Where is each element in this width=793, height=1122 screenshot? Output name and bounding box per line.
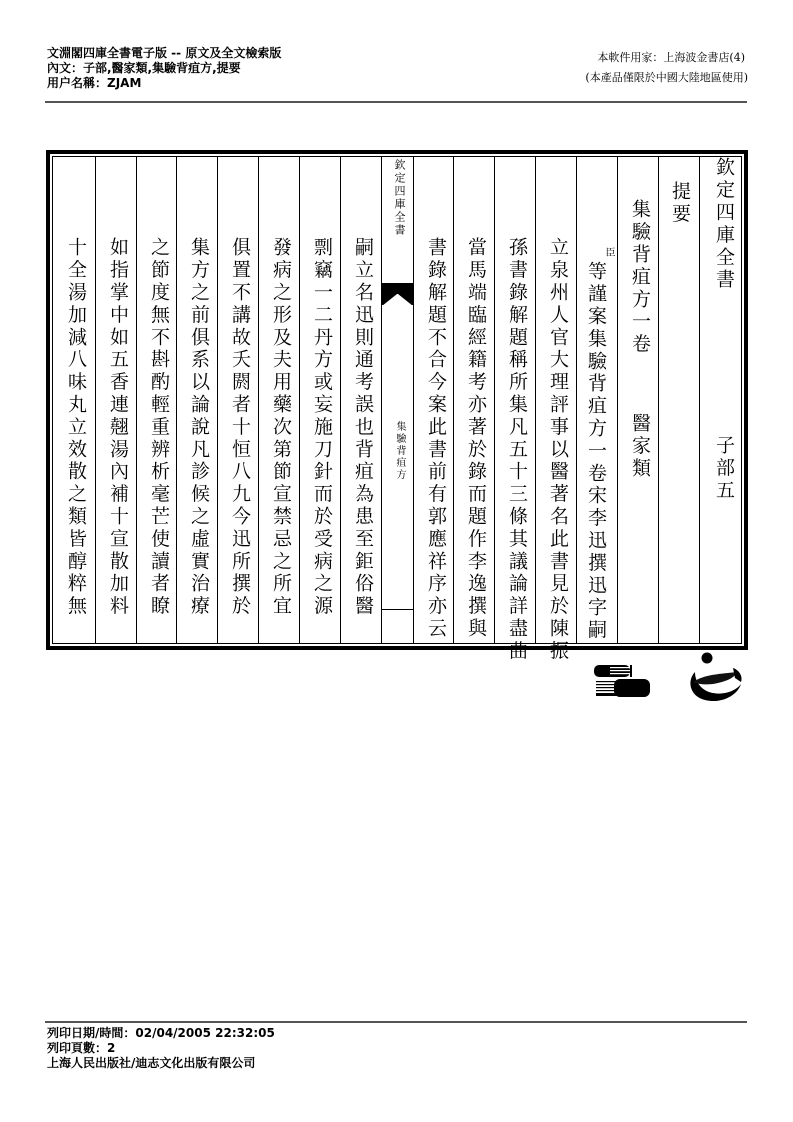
print-datetime: 列印日期/時間：02/04/2005 22:32:05 — [47, 1026, 275, 1040]
column-1-title: 欽定四庫全書 — [713, 157, 735, 292]
column-6 — [494, 157, 535, 663]
header-left — [47, 46, 281, 91]
footer-divider — [45, 1021, 747, 1023]
user-name: 用户名稱：ZJAM — [47, 76, 142, 90]
column-1-section: 子部五 — [713, 435, 735, 503]
column-7 — [453, 157, 494, 643]
column-16 — [53, 157, 95, 643]
column-5 — [535, 157, 576, 663]
column-8 — [413, 157, 453, 643]
column-7-text: 當馬端臨經籍考亦著於錄而題作李逸撰與 — [465, 237, 487, 641]
column-9 — [340, 157, 381, 643]
column-11-text: 發病之形及夫用藥次第節宣禁忌之所宜 — [270, 237, 292, 618]
column-9-text: 嗣立名迅則通考誤也背疽為患至鉅俗醫 — [352, 237, 374, 618]
center-strip-title: 欽定四庫全書 — [393, 159, 406, 237]
column-10 — [299, 157, 340, 643]
publisher: 上海人民出版社/迪志文化出版有限公司 — [47, 1056, 256, 1070]
swirl-logo-icon — [685, 652, 745, 704]
column-5-text: 立泉州人官大理評事以醫著名此書見於陳振 — [547, 237, 569, 663]
content-path: 內文：子部,醫家類,集驗背疽方,提要 — [47, 61, 241, 75]
column-16-text: 十全湯加減八味丸立效散之類皆醇粹無 — [65, 237, 87, 618]
column-2-heading: 提要 — [669, 181, 691, 226]
books-logo-icon — [594, 665, 650, 697]
licensee: 本軟件用家：上海波金書店(4) — [597, 51, 745, 64]
column-11 — [258, 157, 299, 643]
column-6-text: 孫書錄解題稱所集凡五十三條其議論詳盡曲 — [506, 237, 528, 663]
column-3-book-title: 集驗背疽方一卷 — [629, 199, 651, 356]
column-3 — [617, 157, 658, 643]
center-strip-divider — [382, 609, 413, 610]
column-14 — [136, 157, 176, 643]
page-frame-inner — [52, 156, 742, 663]
footer — [47, 1026, 275, 1071]
column-12 — [217, 157, 258, 643]
center-strip — [381, 157, 413, 643]
column-15-text: 如指掌中如五香連翹湯內補十宣散加料 — [107, 237, 129, 618]
column-4-text: 等謹案集驗背疽方一卷宋李迅撰迅字嗣 — [585, 261, 607, 642]
region-notice: (本產品僅限於中國大陸地區使用) — [585, 71, 748, 84]
column-10-text: 剽竊一二丹方或妄施刀針而於受病之源 — [311, 237, 333, 618]
page-frame — [46, 150, 748, 663]
column-4-prefix: 臣 — [603, 247, 614, 259]
print-page-count: 列印頁數：2 — [47, 1041, 116, 1055]
header-right — [585, 48, 748, 88]
center-strip-book-name: 集驗背疽方 — [394, 421, 405, 481]
header-divider — [45, 101, 747, 103]
column-13-text: 集方之前俱系以論說凡診候之虛實治療 — [188, 237, 210, 618]
column-13 — [176, 157, 217, 643]
column-4 — [576, 157, 617, 643]
product-title: 文淵閣四庫全書電子版 -- 原文及全文檢索版 — [47, 46, 282, 60]
column-1 — [699, 157, 744, 643]
column-3-category: 醫家類 — [629, 413, 651, 481]
column-8-text: 書錄解題不合今案此書前有郭應祥序亦云 — [425, 237, 447, 641]
column-2 — [658, 157, 699, 643]
column-12-text: 俱置不講故夭閼者十恒八九今迅所撰於 — [229, 237, 251, 618]
column-15 — [95, 157, 136, 643]
fold-marker — [382, 283, 413, 305]
column-14-text: 之節度無不斟酌輕重辨析毫芒使讀者瞭 — [148, 237, 170, 618]
